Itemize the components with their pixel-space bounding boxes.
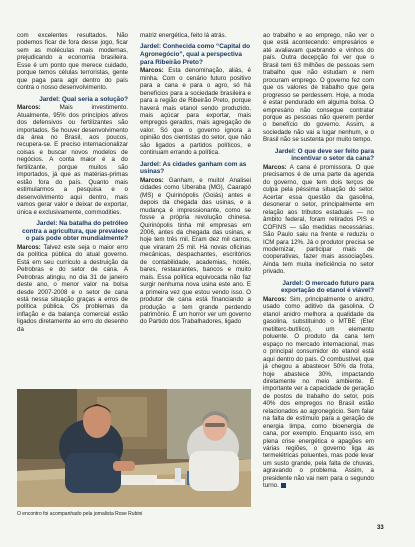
photo-caption: O encontro foi acompanhado pela jornalista Rose Rubini — [17, 511, 143, 517]
answer-paragraph — [140, 67, 251, 156]
speaker-label: Marcos: — [140, 67, 164, 75]
question-heading: Jardel: O que deve ser feito para incentivar o setor da cana? — [274, 147, 374, 163]
question-heading: Jardel: O mercado futuro para exportação do etanol é viável? — [280, 279, 374, 295]
answer-text: Sim, principalmente o anidro, usado como aditivo da gasolina. O etanol anidro melhora a qualidade da gasolina, substituindo o MTBE (Eter metilterc-butílico), um elemento poluente. O produto da cana tem espaço no mercado internacional, mas o principal consumidor do etanol está aqui dentro do país. O combustível, que já chegou a abastecer 50% da frota, hoje abastece 30%, impactando diretamente no meio ambiente. É importante ver a capacidade de geração de postos de trabalho do setor, pois 40% dos empregos no Brasil estão relacionados ao agronegócio. Sem falar na falta de estímulo para a geração de energia limpa, como bioenergia de cana, por exemplo. Enquanto isso, em plena crise energética e apagões em várias regiões, o governo liga as termelétricas poluentes, mas pode levar um susto grande, pela falta de chuvas, agravando o problema. Assim, a presidente não vai nem para o segundo turno. — [263, 295, 374, 490]
paragraph: ao trabalho e ao emprego, não ver o que está acontecendo: empresários e até avaliavam quebrando e vinhos do país. Outra decepção foi ver que o Brasil tem 63 milhões de pessoas sem trabalho que não estudam e nem procuram emprego. O governo fez com que os valores de trabalho que gera progresso se perdessem. Hoje, a moda é estar pendurado em alguma bolsa. O empresário não consegue contratar porque as pessoas não querem perder o benefício do governo. Assim, a sociedade não vai a lugar nenhum, e o Brasil não se sustenta por muito tempo. — [263, 32, 374, 144]
interview-photo — [17, 389, 251, 507]
answer-paragraph — [263, 296, 374, 490]
question-heading: Jardel: Na batalha do petróleo contra a agricultura, que prevalece o país pode obter mundialmente? — [22, 220, 128, 243]
paragraph: com excelentes resultados. Não podemos ficar de fora desse jogo, ficar sem as moléculas mais modernas, prejudicando a economia brasileira. Esse é um ponto que merece cuidado, porque temos células terroristas, gente que paga para agir dentro do país contra o nosso desenvolvimento. — [17, 32, 128, 92]
question-heading: Jardel: As cidades ganham com as usinas? — [140, 160, 247, 176]
question-heading: Jardel: Qual seria a solução? — [39, 95, 128, 103]
answer-paragraph — [17, 104, 128, 216]
answer-text: Esta denominação, aliás, é minha. Com o cenário futuro positivo para a cana e para o agro, só há benefícios para a sociedade brasileira e para a região de Ribeirão Preto, porque haverá mais etanol sendo produzido, mais açúcar para exportar, mais empregos gerados, mais agregação de valor. Só que o governo ignora a opinião dos cientistas do setor, que não são ligados a partidos políticos, e continuam errando a política. — [140, 67, 251, 157]
answer-text: Talvez este seja o maior erro da política pública do atual governo. Está em seu currículo a destruição da Petrobras e do setor de cana. A Petrobras atingiu, no dia 31 de janeiro deste ano, o menor valor na bolsa desde 2007-2008 e o setor de cana está nessa situação graças a erros de política pública. Os problemas da inflação e da balança comercial estão ligados diretamente ao erro do desenho da — [17, 243, 128, 333]
text-column-1 — [17, 32, 128, 334]
speaker-label: Marcos: — [263, 295, 287, 303]
answer-text: A cana é promissora. O que precisamos é de uma parte da agenda do governo, que tem dois terços de culpa pela péssima situação do setor. Acertar essa questão da gasolina, desonerar o setor, principalmente em relação aos tributos estaduais — no âmbito federal, foram retirados PIS e COFINS — são medidas necessárias. São Paulo saiu na frente e reduziu o ICM para 12%. Já o produtor precisa se modernizar, participar mais de cooperativas, fazer mais associações. Ainda tem muita ineficiência no setor privado. — [263, 163, 374, 276]
paragraph: matriz energética, feito lá atrás. — [140, 32, 227, 39]
answer-paragraph — [263, 164, 374, 276]
answer-text: Mais investimento. Atualmente, 95% dos princípios ativos dos defensivos ou fertilizantes são importados. Se houver desenvolvimento da área no Brasil, aos poucos, recupera-se. E preciso internacionalizar coisas e buscar novos modelos de negócios. A conta maior é a do fertilizante, porque muitos são importados, já que as matérias-primas estão fora do país. Quanto mais estimularmos a pesquisa e o desenvolvimento aqui dentro, mais vamos gerar valor e deixar de exportar, única e exclusivamente, commodities. — [17, 104, 128, 216]
answer-paragraph — [17, 244, 128, 333]
text-column-2 — [140, 32, 251, 326]
speaker-label: Marcos: — [140, 176, 164, 184]
page-number: 33 — [377, 525, 384, 531]
answer-text: Ganham, e muito! Analisei cidades como Uberaba (MG), Caarapó (MS) e Quirinópolis (Goiás) antes e depois da chegada das usinas, e a mudança é impressionante, como se fosse a própria revolução chinesa. Quirinópolis tinha mil empresas em 2006, antes da chegada das usinas, e hoje tem três mil. Eram dez mil carros, que viraram 25 mil. Há novas oficinas mecânicas, despachantes, escritórios de contabilidade, academias, hotéis, bares, restaurantes, bancos e muito mais. Essa política equivocada não faz surgir nenhuma nova usina este ano. E a primeira vez que estou vendo isso. O produtor de cana está financiando a produção e tem grande perdendo patrimônio. É um horror ver um governo do Partido dos Trabalhadores, ligado — [140, 176, 251, 326]
text-column-3 — [263, 32, 374, 490]
speaker-label: Marcos: — [17, 104, 41, 112]
question-heading: Jardel: Conhecida como “Capital do Agronegócio”, qual a perspectiva para Ribeirão Preto? — [140, 43, 251, 66]
end-of-article-mark — [281, 483, 286, 488]
answer-paragraph — [140, 177, 251, 326]
speaker-label: Marcos: — [263, 163, 287, 171]
speaker-label: Marcos: — [17, 243, 41, 251]
